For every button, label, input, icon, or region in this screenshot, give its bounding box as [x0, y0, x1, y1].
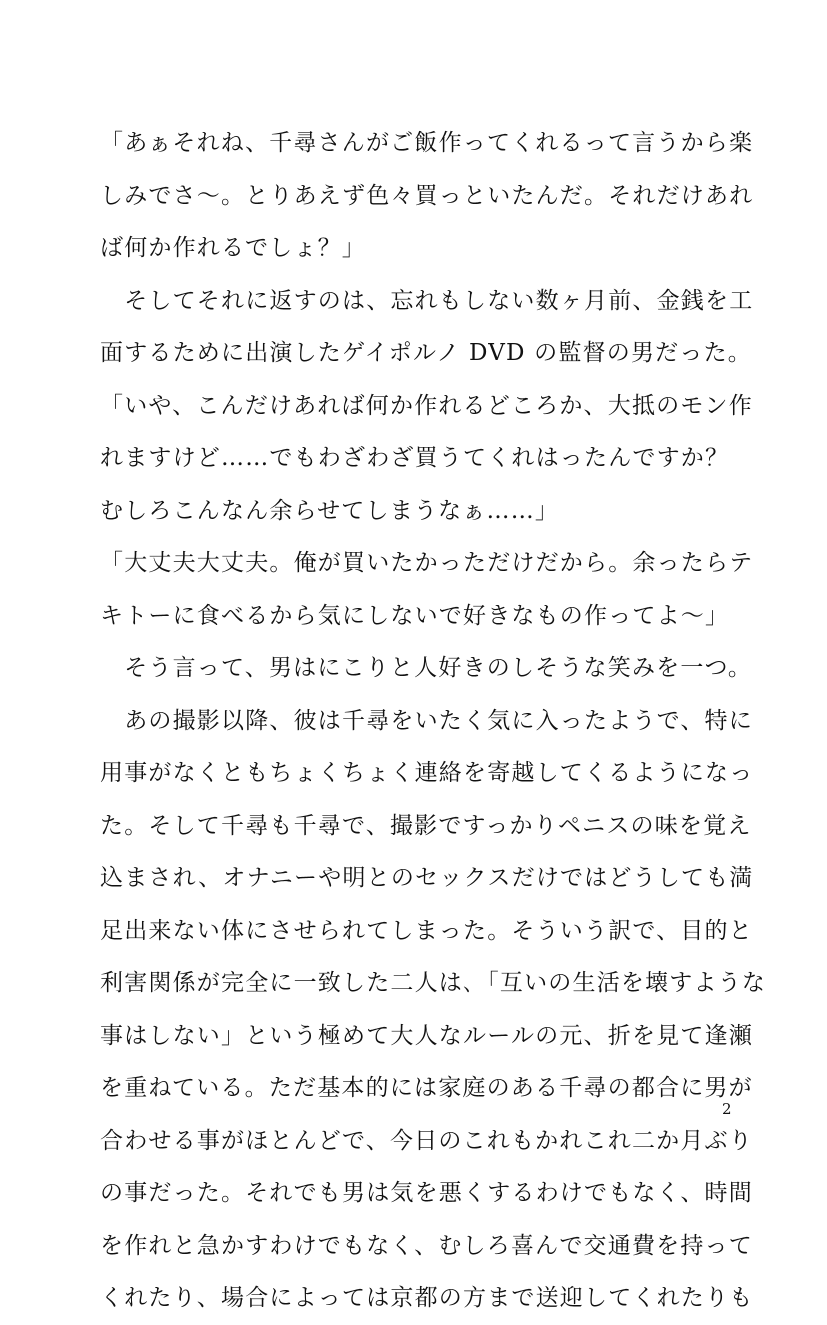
text-line: 「大丈夫大丈夫。俺が買いたかっただけだから。余ったらテ	[100, 550, 754, 576]
text-line: 面するために出演したゲイポルノ DVD の監督の男だった。	[100, 340, 752, 366]
text-line: そしてそれに返すのは、忘れもしない数ヶ月前、金銭を工	[100, 287, 754, 314]
text-line: 用事がなくともちょくちょく連絡を寄越してくるようになっ	[100, 760, 754, 786]
text-line: た。そして千尋も千尋で、撮影ですっかりペニスの味を覚え	[100, 812, 752, 839]
text-line: くれたり、場合によっては京都の方まで送迎してくれたりも	[100, 1285, 754, 1311]
text-line: 利害関係が完全に一致した二人は､「互いの生活を壊すような	[100, 970, 767, 996]
text-line: 込まされ、オナニーや明とのセックスだけではどうしても満	[100, 865, 754, 891]
text-line: 足出来ない体にさせられてしまった。そういう訳で、目的と	[100, 917, 753, 944]
text-line: を作れと急かすわけでもなく、むしろ喜んで交通費を持って	[100, 1232, 753, 1259]
text-line: ば何か作れるでしょ？」	[100, 235, 366, 261]
text-line: あの撮影以降、彼は千尋をいたく気に入ったようで、特に	[100, 707, 753, 734]
text-line: 「あぁそれね、千尋さんがご飯作ってくれるって言うから楽	[100, 130, 754, 156]
text-line: そう言って、男はにこりと人好きのしそうな笑みを一つ。	[100, 655, 753, 681]
body-text	[100, 117, 767, 1325]
text-line: 事はしない」という極めて大人なルールの元、折を見て逢瀬	[100, 1022, 753, 1049]
text-line: れますけど……でもわざわざ買うてくれはったんですか？	[100, 445, 730, 471]
text-line: キトーに食べるから気にしないで好きなもの作ってよ〜」	[100, 602, 730, 629]
text-line: の事だった。それでも男は気を悪くするわけでもなく、時間	[100, 1180, 753, 1206]
text-line: しみでさ〜。とりあえず色々買っといたんだ。それだけあれ	[100, 182, 754, 209]
text-line: 合わせる事がほとんどで、今日のこれもかれこれ二か月ぶり	[100, 1127, 753, 1154]
page-number: 2	[722, 1100, 732, 1118]
text-line: 「いや、こんだけあれば何か作れるどころか、大抵のモン作	[100, 392, 753, 419]
text-line: むしろこんなん余らせてしまうなぁ……」	[100, 497, 560, 524]
text-line: を重ねている。ただ基本的には家庭のある千尋の都合に男が	[100, 1075, 753, 1101]
